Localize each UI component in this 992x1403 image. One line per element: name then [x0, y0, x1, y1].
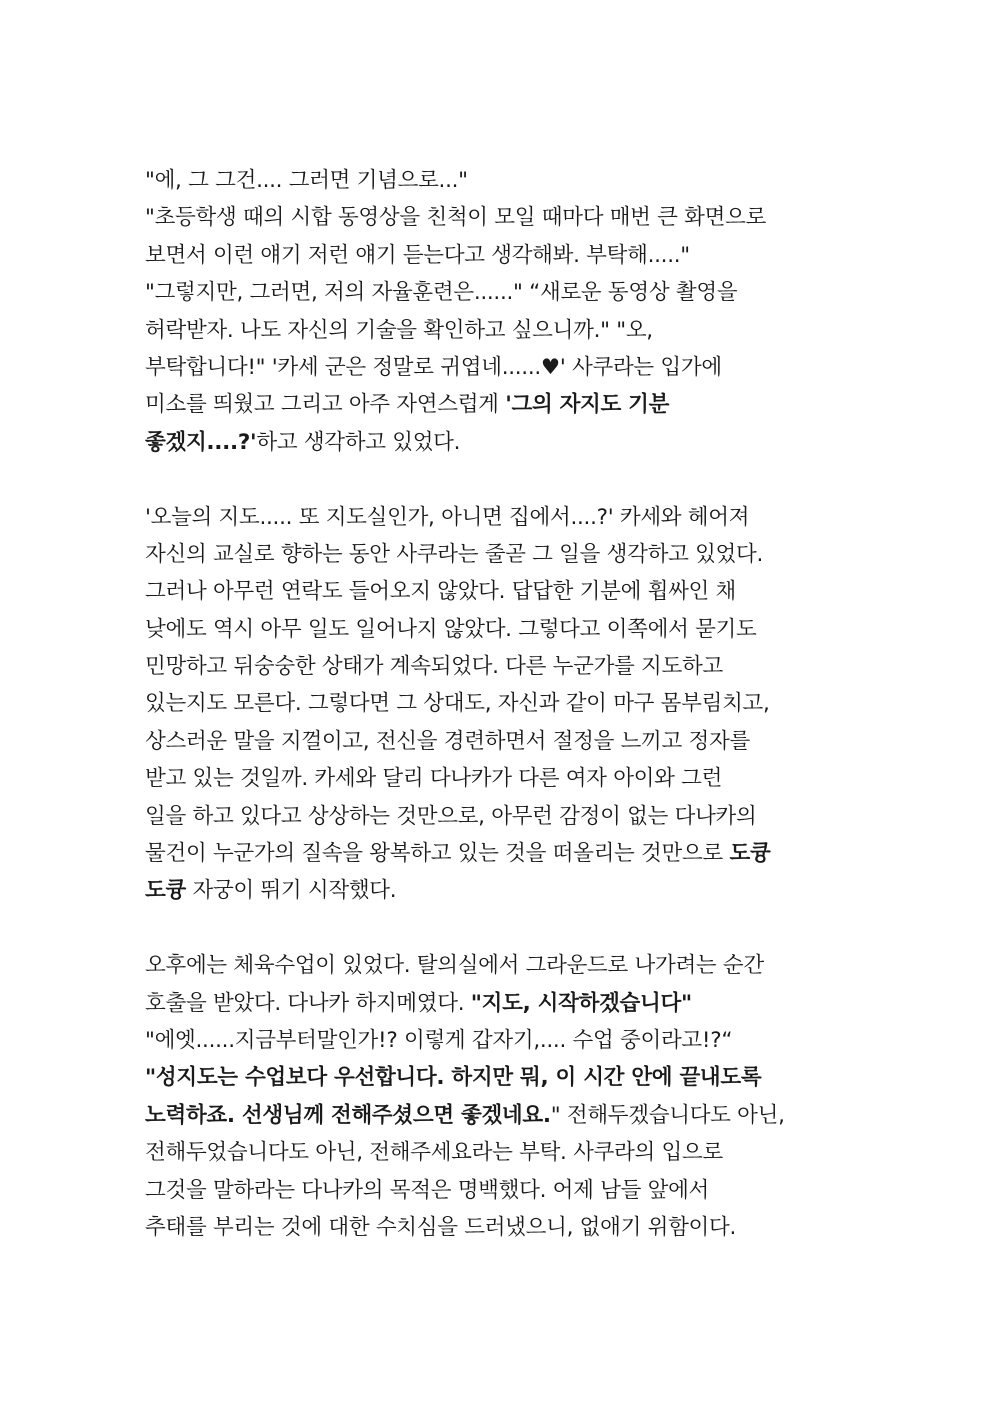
text-run: 추태를 부리는 것에 대한 수치심을 드러냈으니, 없애기 위함이다. [145, 1214, 737, 1240]
text-line [145, 349, 865, 386]
text-run: 전해두었습니다도 아닌, 전해주세요라는 부탁. 사쿠라의 입으로 [145, 1140, 723, 1166]
text-run: 일을 하고 있다고 상상하는 것만으로, 아무런 감정이 없는 다나카의 [145, 803, 757, 829]
bold-text: 좋겠지....?' [145, 429, 257, 455]
text-run: 미소를 띄웠고 그리고 아주 자연스럽게 [145, 392, 506, 418]
bold-text: "지도, 시작하겠습니다" [470, 990, 692, 1016]
text-line [145, 274, 865, 311]
text-run: '오늘의 지도..... 또 지도실인가, 아니면 집에서....?' 카세와 헤어져 [145, 504, 750, 530]
bold-text: 도큥 [145, 878, 186, 904]
text-line [145, 760, 865, 797]
text-line [145, 573, 865, 610]
text-run: 그것을 말하라는 다나카의 목적은 명백했다. 어제 남들 앞에서 [145, 1177, 710, 1203]
text-line [145, 1209, 865, 1246]
text-run: "에엣......지금부터말인가!? 이렇게 갑자기,.... 수업 중이라고!?“ [145, 1027, 733, 1053]
text-run: 하고 생각하고 있었다. [256, 429, 461, 455]
text-run: 호출을 받았다. 다나카 하지메였다. [145, 990, 471, 1016]
document-body [145, 162, 865, 1246]
text-line [145, 723, 865, 760]
text-run: 부탁합니다!" '카세 군은 정말로 귀엽네......♥' 사쿠라는 입가에 [145, 354, 722, 380]
text-line [145, 1172, 865, 1209]
paragraph [145, 499, 865, 910]
bold-text: "성지도는 수업보다 우선합니다. 하지만 뭐, 이 시간 안에 끝내도록 [145, 1065, 762, 1091]
text-run: 상스러운 말을 지껄이고, 전신을 경련하면서 절정을 느끼고 정자를 [145, 728, 750, 754]
text-run: 보면서 이런 얘기 저런 얘기 듣는다고 생각해봐. 부탁해....." [145, 242, 690, 268]
paragraph-gap [145, 461, 865, 498]
text-line [145, 162, 865, 199]
text-line [145, 947, 865, 984]
text-line [145, 237, 865, 274]
text-run: 민망하고 뒤숭숭한 상태가 계속되었다. 다른 누군가를 지도하고 [145, 654, 723, 680]
text-run: 받고 있는 것일까. 카세와 달리 다나카가 다른 여자 아이와 그런 [145, 766, 723, 792]
text-line [145, 985, 865, 1022]
text-run: "에, 그 그건.... 그러면 기념으로..." [145, 168, 468, 193]
text-line [145, 1134, 865, 1171]
text-run: 허락받자. 나도 자신의 기술을 확인하고 싶으니까." "오, [145, 317, 653, 343]
text-line [145, 424, 865, 461]
bold-text: 노력하죠. 선생님께 전해주셨으면 좋겠네요. [145, 1102, 551, 1128]
text-run: 자궁이 뛰기 시작했다. [185, 878, 397, 904]
text-line [145, 835, 865, 872]
text-line [145, 1097, 865, 1134]
text-run: " 전해두겠습니다도 아닌, [550, 1102, 785, 1128]
text-line [145, 611, 865, 648]
text-run: "그렇지만, 그러면, 저의 자율훈련은......" “새로운 동영상 촬영을 [145, 280, 738, 306]
text-line [145, 1059, 865, 1096]
paragraph [145, 947, 865, 1246]
text-line [145, 386, 865, 423]
paragraph [145, 162, 865, 461]
text-line [145, 499, 865, 536]
text-line [145, 798, 865, 835]
text-line [145, 872, 865, 909]
bold-text: '그의 자지도 기분 [505, 392, 670, 418]
text-run: 낮에도 역시 아무 일도 일어나지 않았다. 그렇다고 이쪽에서 묻기도 [145, 616, 757, 642]
paragraph-gap [145, 910, 865, 947]
text-run: 그러나 아무런 연락도 들어오지 않았다. 답답한 기분에 휩싸인 채 [145, 579, 737, 605]
text-line [145, 199, 865, 236]
text-run: 있는지도 모른다. 그렇다면 그 상대도, 자신과 같이 마구 몸부림치고, [145, 691, 770, 717]
text-run: 오후에는 체육수업이 있었다. 탈의실에서 그라운드로 나가려는 순간 [145, 953, 764, 979]
text-run: 물건이 누군가의 질속을 왕복하고 있는 것을 떠올리는 것만으로 [145, 841, 730, 867]
text-run: 자신의 교실로 향하는 동안 사쿠라는 줄곧 그 일을 생각하고 있었다. [145, 541, 764, 567]
text-line [145, 536, 865, 573]
text-line [145, 312, 865, 349]
text-line [145, 685, 865, 722]
text-run: "초등학생 때의 시합 동영상을 친척이 모일 때마다 매번 큰 화면으로 [145, 205, 767, 231]
bold-text: 도큥 [729, 841, 771, 867]
text-line [145, 1022, 865, 1059]
text-line [145, 648, 865, 685]
